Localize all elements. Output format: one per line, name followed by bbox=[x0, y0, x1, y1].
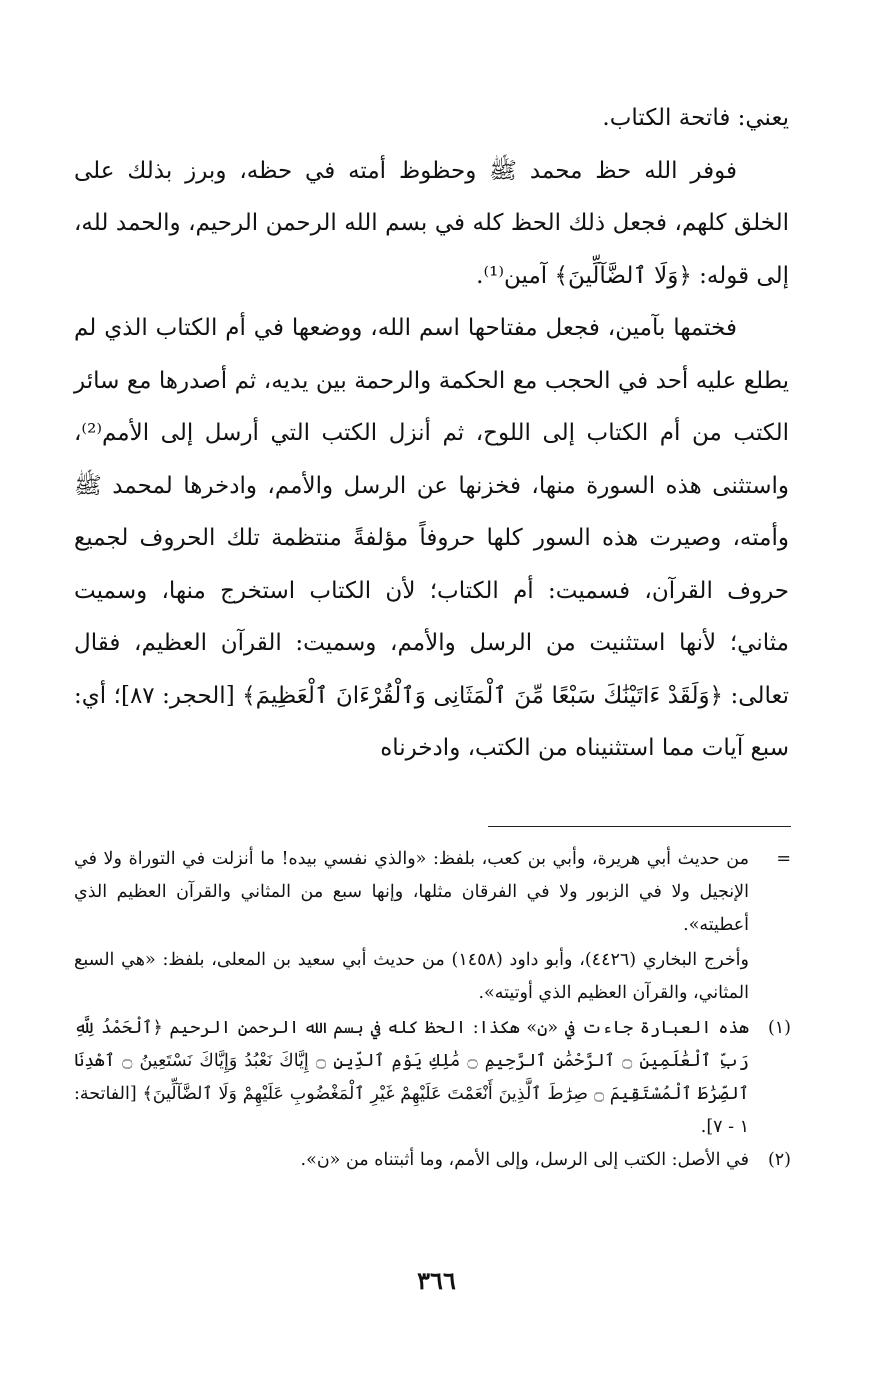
footnote-continuation bbox=[74, 843, 791, 942]
paragraph-2: فوفر الله حظ محمد ﷺ وحظوظ أمته في حظه، وبرز بذلك على الخلق كلهم، فجعل ذلك الحظ كله في بسم الله الرحمن الرحيم، والحمد لله، إلى قوله: ﴿وَلَا ٱلضَّآلِّينَ﴾ آمين⁽¹⁾. bbox=[74, 157, 789, 289]
footnote-continuation-marker: = bbox=[776, 849, 791, 869]
footnote-2-text: في الأصل: الكتب إلى الرسل، وإلى الأمم، وما أثبتناه من «ن». bbox=[300, 1150, 749, 1170]
main-text-body bbox=[74, 92, 789, 775]
footnote-1-marker: (١) bbox=[767, 1018, 791, 1038]
paragraph-1: يعني: فاتحة الكتاب. bbox=[602, 105, 789, 131]
footnote-2 bbox=[74, 1144, 791, 1177]
footnote-1-text: هذه العبارة جاءت في «ن» هكذا: الحظ كله في بسم الله الرحمن الرحيم ﴿ٱلْحَمْدُ لِلَّهِ رَبِّ ٱلْعَٰلَمِينَ ۝ ٱلرَّحْمَٰنِ ٱلرَّحِيمِ ۝ مَٰلِكِ يَوْمِ ٱلدِّينِ ۝ إِيَّاكَ نَعْبُدُ وَإِيَّاكَ نَسْتَعِينُ ۝ ٱهْدِنَا ٱلصِّرَٰطَ ٱلْمُسْتَقِيمَ ۝ صِرَٰطَ ٱلَّذِينَ أَنْعَمْتَ عَلَيْهِمْ غَيْرِ ٱلْمَغْضُوبِ عَلَيْهِمْ وَلَا ٱلضَّآلِّينَ﴾ [الفاتحة: ١ - ٧]. bbox=[74, 1018, 749, 1137]
footnote-2-marker: (٢) bbox=[767, 1150, 791, 1170]
footnote-1 bbox=[74, 1012, 791, 1144]
footnotes-section bbox=[74, 843, 791, 1177]
footnote-continuation-text: من حديث أبي هريرة، وأبي بن كعب، بلفظ: «والذي نفسي بيده! ما أنزلت في التوراة ولا في الإنجيل ولا في الزبور ولا في الفرقان مثلها، وإنها سبع من المثاني والقرآن العظيم الذي أعطيته». bbox=[74, 849, 749, 935]
paragraph-3: فختمها بآمين، فجعل مفتاحها اسم الله، ووضعها في أم الكتاب الذي لم يطلع عليه أحد في الحجب مع الحكمة والرحمة بين يديه، ثم أصدرها مع سائر الكتب من أم الكتاب إلى اللوح، ثم أنزل الكتب التي أرسل إلى الأمم⁽²⁾، واستثنى هذه السورة منها، فخزنها عن الرسل والأمم، وادخرها لمحمد ﷺ وأمته، وصيرت هذه السور كلها حروفاً مؤلفةً منتظمة تلك الحروف لجميع حروف القرآن، فسميت: أم الكتاب؛ لأن الكتاب استخرج منها، وسميت مثاني؛ لأنها استثنيت من الرسل والأمم، وسميت: القرآن العظيم، فقال تعالى: ﴿وَلَقَدْ ءَاتَيْنَٰكَ سَبْعًا مِّنَ ٱلْمَثَانِى وَٱلْقُرْءَانَ ٱلْعَظِيمَ﴾ [الحجر: ٨٧]؛ أي: سبع آيات مما استثنيناه من الكتب، وادخرناه bbox=[74, 315, 789, 761]
footnote-continuation-text-2: وأخرج البخاري (٤٤٢٦)، وأبو داود (١٤٥٨) من حديث أبي سعيد بن المعلى، بلفظ: «هي السبع المثاني، والقرآن العظيم الذي أوتيته». bbox=[74, 950, 749, 1003]
footnote-separator-rule bbox=[488, 826, 791, 827]
page-number: ٣٦٦ bbox=[417, 1266, 456, 1295]
